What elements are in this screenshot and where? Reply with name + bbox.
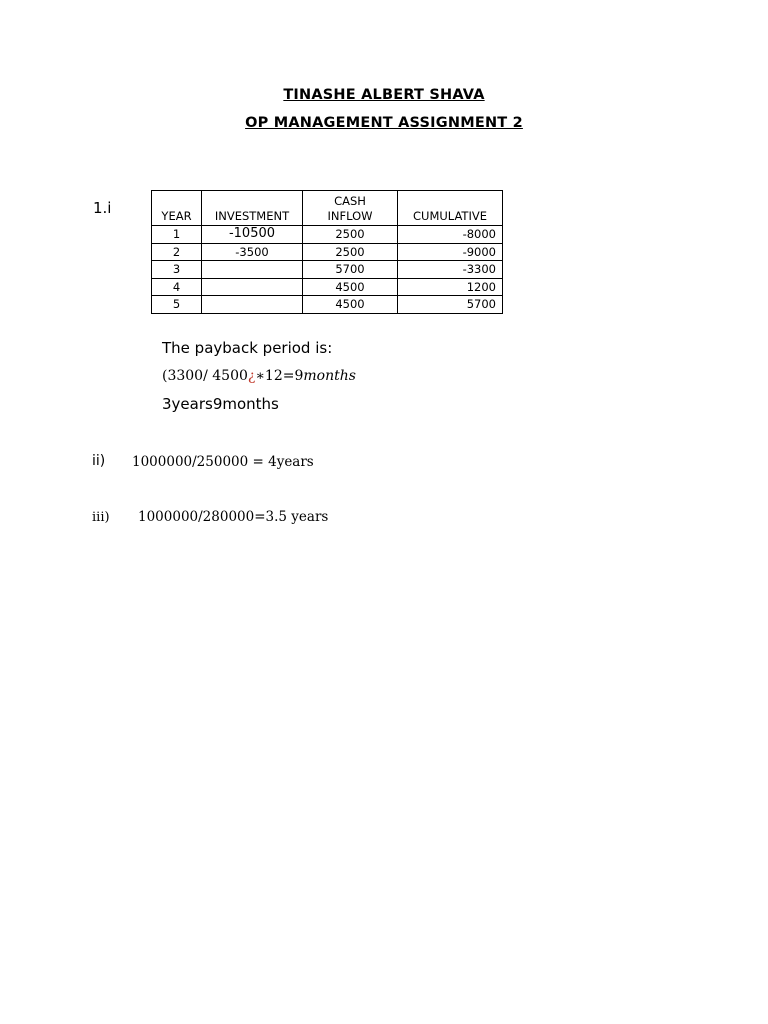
cell-year: 2 (152, 243, 202, 261)
header-cash-line1: CASH (334, 194, 366, 208)
question-2-label: ii) (92, 453, 106, 469)
cell-year: 1 (152, 226, 202, 244)
payback-formula (162, 368, 356, 384)
cell-year: 5 (152, 296, 202, 314)
table-header-row (152, 191, 503, 226)
header-cash-line2: INFLOW (327, 209, 373, 223)
header-year: YEAR (152, 191, 202, 226)
table-row (152, 243, 503, 261)
cell-investment: -10500 (202, 226, 303, 244)
table-row (152, 296, 503, 314)
header-cumulative: CUMULATIVE (398, 191, 503, 226)
payback-result: 3years9months (162, 395, 279, 413)
cell-year: 3 (152, 261, 202, 279)
header-cash-inflow (303, 191, 398, 226)
header-investment: INVESTMENT (202, 191, 303, 226)
cell-cash-inflow: 2500 (303, 243, 398, 261)
cell-cumulative: -9000 (398, 243, 503, 261)
cell-cumulative: -3300 (398, 261, 503, 279)
cash-flow-table (151, 190, 503, 314)
question-1-label: 1.i (93, 199, 112, 217)
cell-investment (202, 261, 303, 279)
question-3-label: iii) (92, 510, 110, 525)
cell-cumulative: 5700 (398, 296, 503, 314)
cell-cumulative: -8000 (398, 226, 503, 244)
table-row (152, 261, 503, 279)
cell-investment: -3500 (202, 243, 303, 261)
formula-unit: months (303, 368, 356, 384)
cell-cash-inflow: 5700 (303, 261, 398, 279)
cell-cash-inflow: 2500 (303, 226, 398, 244)
cell-cumulative: 1200 (398, 278, 503, 296)
table-row (152, 226, 503, 244)
document-title: TINASHE ALBERT SHAVA (283, 87, 485, 103)
cell-cash-inflow: 4500 (303, 278, 398, 296)
cell-year: 4 (152, 278, 202, 296)
payback-intro-text: The payback period is: (162, 339, 333, 357)
formula-part2: ∗12=9 (255, 368, 304, 384)
cell-investment (202, 296, 303, 314)
table-row (152, 278, 503, 296)
question-2-answer: 1000000/250000 = 4years (132, 454, 314, 470)
formula-symbol: ¿ (247, 368, 256, 384)
cell-cash-inflow: 4500 (303, 296, 398, 314)
question-3-answer: 1000000/280000=3.5 years (138, 509, 329, 525)
document-subtitle: OP MANAGEMENT ASSIGNMENT 2 (245, 115, 523, 131)
formula-part1: (3300/ 4500 (162, 368, 248, 384)
cell-investment (202, 278, 303, 296)
